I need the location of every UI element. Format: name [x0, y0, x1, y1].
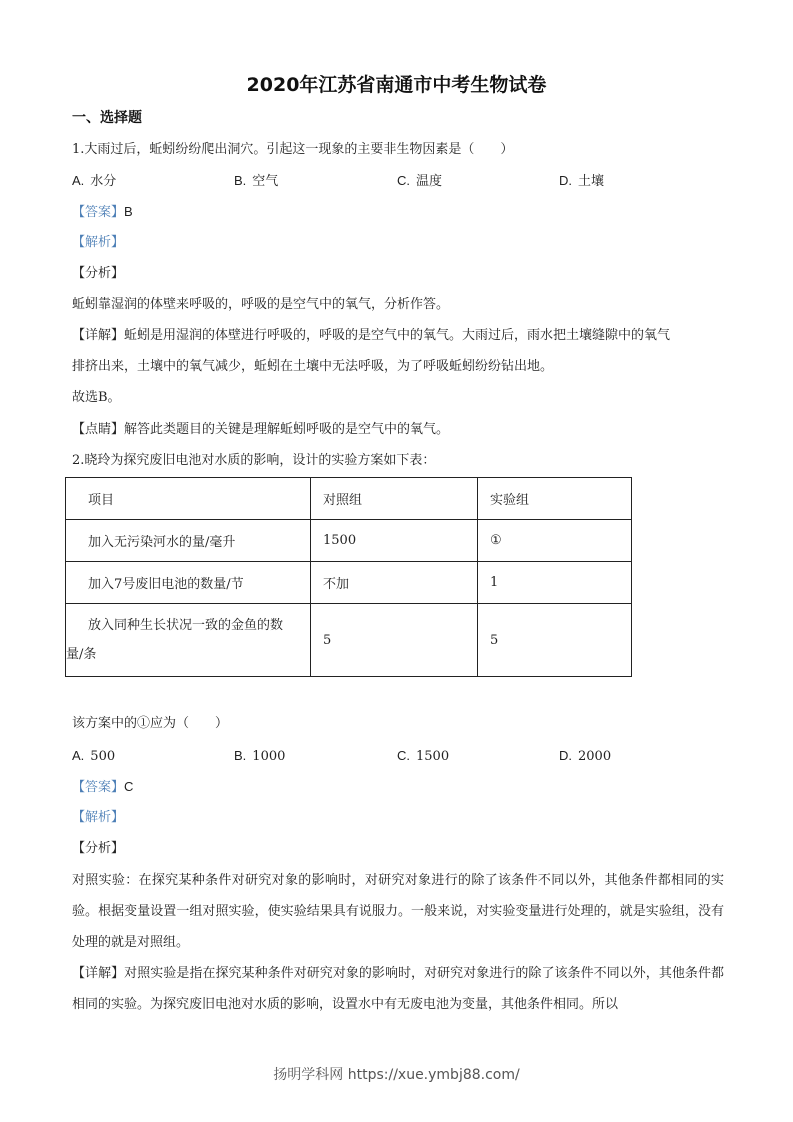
q1-conclusion: 故选B。 [72, 390, 121, 405]
xiangjie-label: 【详解】 [72, 328, 125, 343]
answer-label: 【答案】 [72, 780, 125, 795]
table-row [66, 604, 632, 677]
dianjing-label: 【点睛】 [72, 422, 125, 437]
option-text: 2000 [578, 749, 612, 764]
answer-value: C [124, 779, 134, 794]
q2-xiangjie [72, 958, 724, 1020]
q2-option-d [559, 748, 611, 765]
table-cell: 不加 [311, 562, 478, 604]
q1-dianjing [72, 422, 449, 438]
table-cell: 加入无污染河水的量/毫升 [66, 520, 311, 562]
option-key: D. [559, 748, 572, 763]
q1-option-b [234, 173, 278, 190]
option-key: D. [559, 173, 572, 188]
option-key: A. [72, 748, 85, 763]
q2-answer [72, 779, 133, 796]
table-header: 对照组 [311, 478, 478, 520]
table-cell: 1 [478, 562, 632, 604]
q1-jiexi-label: 【解析】 [72, 235, 125, 250]
xiangjie-text: 蚯蚓是用湿润的体壁进行呼吸的，呼吸的是空气中的氧气。大雨过后，雨水把土壤缝隙中的氧气 [124, 328, 671, 343]
q2-question: 该方案中的①应为（ ） [72, 716, 229, 731]
option-key: C. [397, 748, 410, 763]
option-text: 空气 [252, 174, 279, 189]
xiangjie-label: 【详解】 [72, 966, 125, 981]
q2-fenxi-text: 对照实验：在探究某种条件对研究对象的影响时，对研究对象进行的除了该条件不同以外，其他条件都相同的实验。根据变量设置一组对照实验，使实验结果具有说服力。一般来说，对实验变量进行处理的，就是实验组，没有处理的就是对照组。 [72, 873, 724, 950]
q2-jiexi-label: 【解析】 [72, 810, 125, 825]
table-cell: ① [478, 520, 632, 562]
option-key: C. [397, 173, 410, 188]
option-text: 水分 [90, 174, 117, 189]
option-key: B. [234, 748, 247, 763]
answer-value: B [124, 204, 133, 219]
table-header: 实验组 [478, 478, 632, 520]
xiangjie-text: 对照实验是指在探究某种条件对研究对象的影响时，对研究对象进行的除了该条件不同以外，其他条件都相同的实验。为探究废旧电池对水质的影响，设置水中有无废电池为变量，其他条件相同。所以 [72, 966, 724, 1012]
option-text: 1500 [416, 749, 450, 764]
table-cell: 5 [478, 604, 632, 677]
table-header: 项目 [66, 478, 311, 520]
q2-stem: 2.晓玲为探究废旧电池对水质的影响，设计的实验方案如下表： [72, 453, 436, 468]
q1-option-c [397, 173, 442, 190]
table-cell: 加入7号废旧电池的数量/节 [66, 562, 311, 604]
q2-fenxi-label: 【分析】 [72, 841, 125, 856]
table-header-row [66, 478, 632, 520]
option-text: 土壤 [578, 174, 605, 189]
table-row [66, 562, 632, 604]
table-cell: 1500 [311, 520, 478, 562]
q1-stem: 1.大雨过后，蚯蚓纷纷爬出洞穴。引起这一现象的主要非生物因素是（ ） [72, 142, 514, 157]
q1-answer [72, 204, 133, 221]
answer-label: 【答案】 [72, 205, 125, 220]
table-cell: 5 [311, 604, 478, 677]
q1-option-d [559, 173, 604, 190]
table-row [66, 520, 632, 562]
q1-option-a [72, 173, 116, 190]
q1-fenxi-label: 【分析】 [72, 266, 125, 281]
table-cell: 放入同种生长状况一致的金鱼的数量/条 [66, 604, 311, 677]
option-text: 温度 [416, 174, 443, 189]
section-heading: 一、选择题 [72, 110, 142, 126]
q2-option-c [397, 748, 449, 765]
experiment-table [65, 477, 632, 677]
dianjing-text: 解答此类题目的关键是理解蚯蚓呼吸的是空气中的氧气。 [124, 422, 450, 437]
option-text: 500 [90, 749, 116, 764]
footer-watermark: 扬明学科网 https://xue.ymbj88.com/ [273, 1067, 520, 1083]
q1-xiangjie-line1 [72, 328, 670, 344]
option-key: B. [234, 173, 247, 188]
q2-option-a [72, 748, 115, 765]
q1-xiangjie-line2: 排挤出来，土壤中的氧气减少，蚯蚓在土壤中无法呼吸，为了呼吸蚯蚓纷纷钻出地。 [72, 359, 554, 374]
q1-fenxi-text: 蚯蚓靠湿润的体壁来呼吸的，呼吸的是空气中的氧气，分析作答。 [72, 297, 450, 312]
option-text: 1000 [252, 749, 286, 764]
q2-option-b [234, 748, 285, 765]
page-title: 2020年江苏省南通市中考生物试卷 [246, 74, 547, 96]
option-key: A. [72, 173, 85, 188]
